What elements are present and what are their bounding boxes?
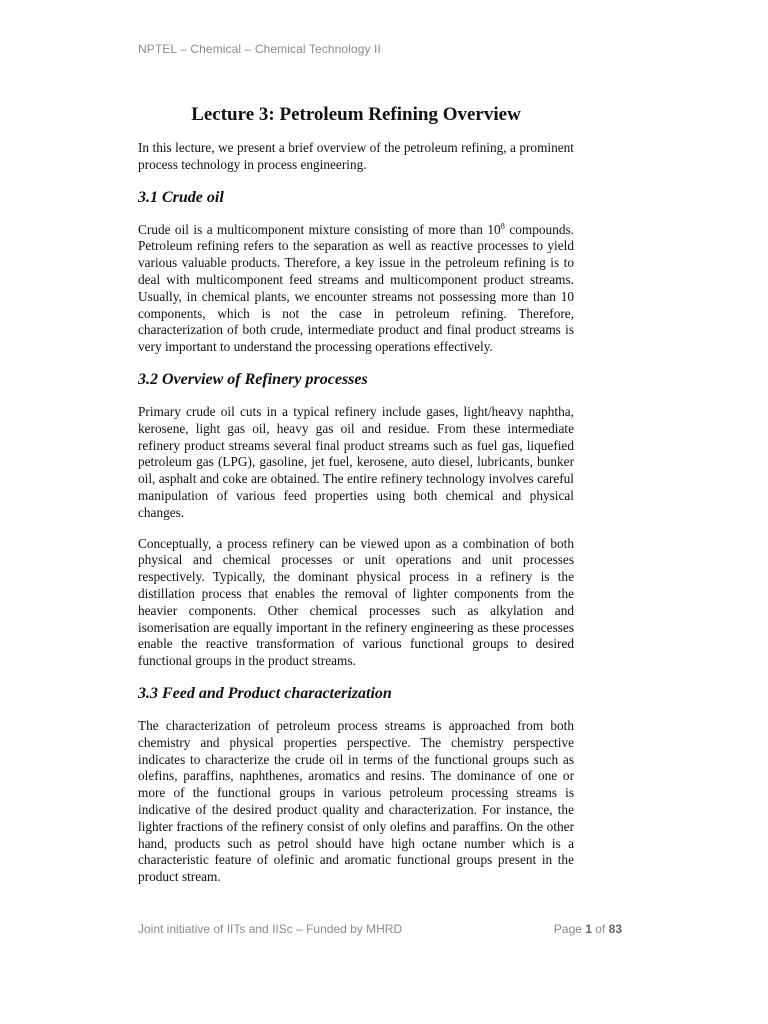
page-total: 83 [608,922,622,936]
page-number [554,922,622,936]
characterization-paragraph: The characterization of petroleum process streams is approached from both chemistry and physical properties perspective. The chemistry perspective indicates to characterize the crude oil in terms of the functional groups such as olefins, paraffins, naphthenes, aromatics and resins. The dominance of one or more of the functional groups in various petroleum processing streams is indicative of the desired product quality and characterization. For instance, the lighter fractions of the refinery consist of only olefins and paraffins. On the other hand, products such as petrol should have high octane number which is a characteristic feature of olefinic and aromatic functional groups present in the product stream. [138,717,574,885]
lecture-title: Lecture 3: Petroleum Refining Overview [191,104,521,125]
intro-paragraph: In this lecture, we present a brief overview of the petroleum refining, a prominent process technology in process engineering. [138,140,574,172]
exponent: 8 [500,220,505,231]
crude-oil-text-post: compounds. Petroleum refining refers to the separation as well as reactive processes to yield various valuable products. Therefore, a key issue in the petroleum refining is to deal with multicomponent feed streams and multicomponent product streams. Usually, in chemical plants, we encounter streams not possessing more than 10 components, which is not the case in petroleum refining. Therefore, characterization of both crude, intermediate product and final product streams is very important to understand the processing operations effectively. [138,221,574,355]
section-heading-characterization: 3.3 Feed and Product characterization [138,684,392,702]
crude-oil-paragraph [138,222,574,356]
section-heading-crude-oil: 3.1 Crude oil [138,188,224,206]
page-label: Page [553,922,586,936]
refinery-paragraph-2: Conceptually, a process refinery can be viewed upon as a combination of both physical and chemical processes or unit operations and unit processes respectively. Typically, the dominant physical process in a refinery is the distillation process that enables the removal of lighter components from the heavier components. Other chemical processes such as alkylation and isomerisation are equally important in the refinery engineering as these processes enable the reactive transformation of various functional groups to desired functional groups in the product streams. [138,535,574,669]
page-current: 1 [585,922,592,936]
refinery-paragraph-1: Primary crude oil cuts in a typical refinery include gases, light/heavy naphtha, kerosene, light gas oil, heavy gas oil and residue. From these intermediate refinery product streams several final product streams such as fuel gas, liquefied petroleum gas (LPG), gasoline, jet fuel, kerosene, auto diesel, lubricants, bunker oil, asphalt and coke are obtained. The entire refinery technology involves careful manipulation of various feed properties using both chemical and physical changes. [138,403,574,520]
page-header: NPTEL – Chemical – Chemical Technology II [138,42,381,56]
footer-credit: Joint initiative of IITs and IISc – Funded by MHRD [138,922,403,936]
document-body [138,104,574,900]
page-of: of [591,922,609,936]
crude-oil-text-pre: Crude oil is a multicomponent mixture consisting of more than 10 [138,221,501,237]
section-heading-refinery-processes: 3.2 Overview of Refinery processes [138,370,368,388]
